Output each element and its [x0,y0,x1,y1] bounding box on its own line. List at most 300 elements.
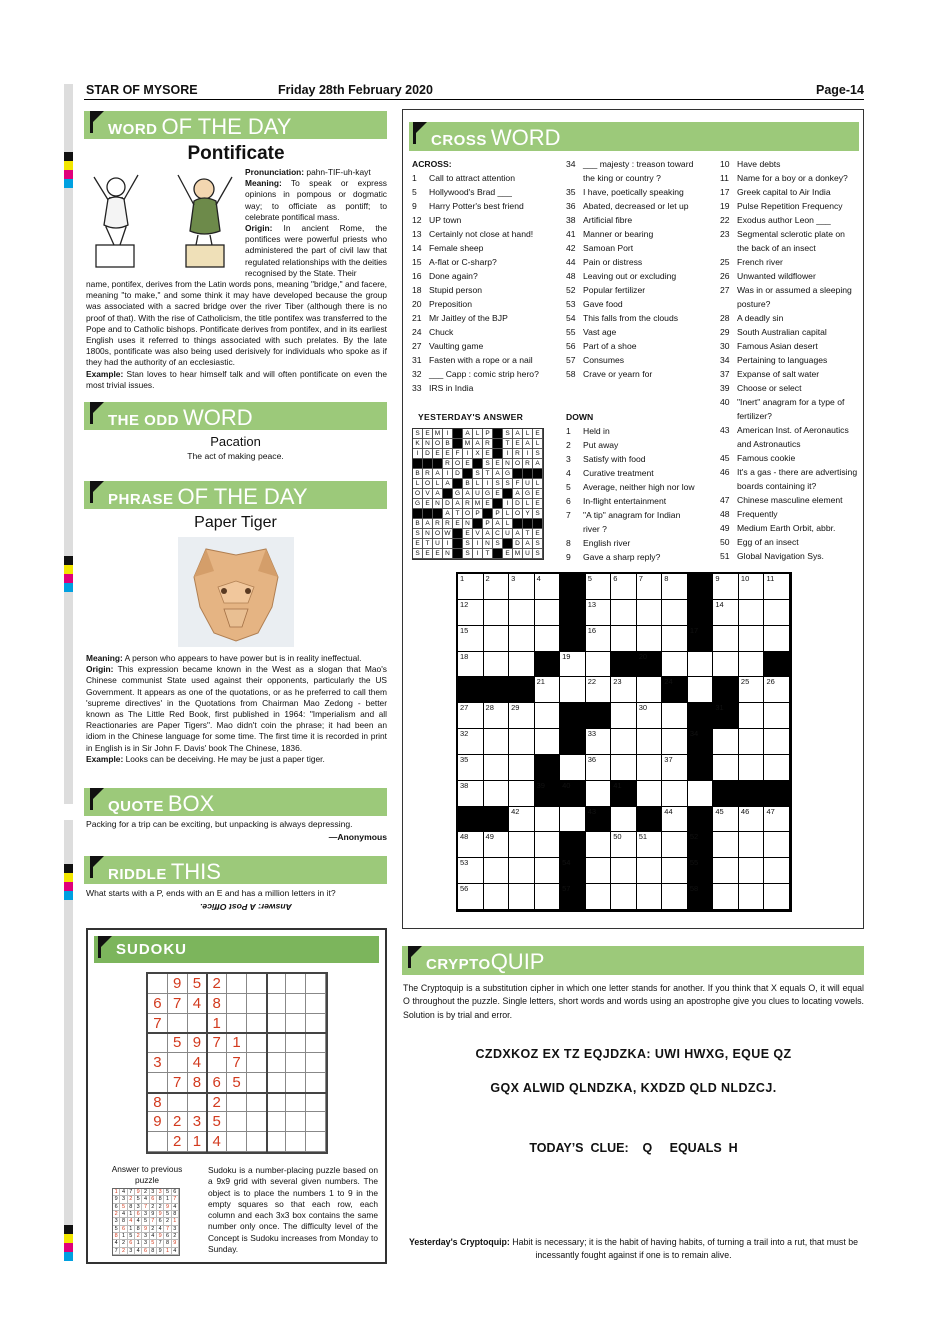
sudoku-cell[interactable]: 4 [188,994,208,1014]
clue-text: It's a gas - there are advertising [737,467,858,477]
answer-letter: S [493,539,503,549]
crossword-cell[interactable]: 8 [662,574,688,600]
clue-text: the king or country ? [583,173,661,183]
crossword-cell[interactable] [637,755,663,781]
clue-item [720,199,862,213]
crossword-cell[interactable]: 51 [637,832,663,858]
answer-letter: E [433,549,443,559]
crossword-cell[interactable] [560,677,586,703]
crossword-cell[interactable] [739,884,765,910]
riddle-answer-upside-down: Answer: A Post Office. [200,902,292,912]
crossword-cell[interactable] [662,600,688,626]
crossword-cell[interactable] [764,703,790,729]
sudoku-cell[interactable] [306,1093,326,1113]
crossword-cell[interactable] [713,652,739,678]
crossword-cell[interactable]: 18 [458,652,484,678]
origami-tiger-photo [178,537,294,647]
clue-item [566,283,716,297]
crossword-cell[interactable] [764,755,790,781]
crossword-cell[interactable]: 25 [739,677,765,703]
crossword-cell[interactable] [662,884,688,910]
crossword-cell[interactable] [535,807,561,833]
crossword-cell[interactable]: 46 [739,807,765,833]
crossword-cell[interactable] [586,858,612,884]
sudoku-cell[interactable] [148,1073,168,1093]
crossword-cell[interactable] [611,600,637,626]
crossword-cell[interactable] [739,600,765,626]
crossword-cell[interactable] [739,755,765,781]
clue-text: Greek capital to Air India [737,187,831,197]
sudoku-cell[interactable]: 9 [148,1112,168,1132]
clue-item [720,381,862,395]
crossword-cell[interactable] [509,600,535,626]
crossword-cell[interactable] [509,729,535,755]
sudoku-cell[interactable] [306,974,326,994]
sudoku-cell[interactable] [188,1014,208,1034]
sudoku-cell[interactable]: 2 [207,974,227,994]
crossword-cell[interactable] [713,884,739,910]
answer-digit: 3 [142,1233,149,1240]
crossword-cell[interactable] [535,729,561,755]
crossword-cell[interactable] [484,652,510,678]
crossword-cell[interactable] [637,884,663,910]
clue-item [566,353,716,367]
crossword-cell[interactable]: 27 [458,703,484,729]
crossword-cell[interactable]: 56 [458,884,484,910]
crossword-cell[interactable] [484,858,510,884]
origin: This expression became known in the West as a slogan that Mao's Chinese communist State used against their opponents, particularly the US Government. It appears as one of the quotations, or as he preferred to call them 'supreme directives' in the Quotations from Chairman Mao Zedong - better known as The Little Red Book, first published in 1964: "Imperialism and all Reactionaries are Paper Tigers". Mao didn't coin the phrase; it had been an idiom in the Chinese language for some time. The first time it is recorded in print in English is in Sir John F. Davis' book The Chinese, 1836. [86,664,387,753]
clue-number: 32 [412,369,422,379]
crossword-cell[interactable] [739,626,765,652]
clue-text: Call to attract attention [429,173,515,183]
crossword-cell[interactable] [586,781,612,807]
clue-number: 34 [566,159,576,169]
crossword-cell[interactable] [739,729,765,755]
crossword-cell[interactable] [509,652,535,678]
crossword-cell[interactable] [484,626,510,652]
clue-text: Was in or assumed a sleeping [737,285,852,295]
sudoku-cell[interactable] [267,1093,287,1113]
crossword-cell[interactable] [560,807,586,833]
crossword-cell[interactable] [764,858,790,884]
crossword-cell[interactable] [611,626,637,652]
answer-digit: 6 [113,1204,120,1211]
black-square [688,807,714,833]
crossword-cell[interactable] [611,884,637,910]
sudoku-cell[interactable] [286,1014,306,1034]
clue-text: Name for a boy or a donkey? [737,173,848,183]
crossword-cell[interactable] [662,781,688,807]
crossword-cell[interactable] [662,858,688,884]
answer-digit: 5 [135,1196,142,1203]
clue-number: 10 [720,159,730,169]
crossword-cell[interactable] [637,781,663,807]
crossword-cell[interactable]: 29 [509,703,535,729]
crossword-cell[interactable] [535,703,561,729]
sudoku-cell[interactable]: 1 [188,1132,208,1152]
sudoku-cell[interactable]: 8 [148,1093,168,1113]
clue-text: Artificial fibre [583,215,633,225]
clue-number: 35 [566,187,576,197]
crossword-cell[interactable] [535,600,561,626]
sudoku-cell[interactable]: 9 [168,974,188,994]
word-of-day-intro [245,167,387,279]
banner-label: CRYPTO [426,956,491,973]
sudoku-cell[interactable]: 6 [148,994,168,1014]
crossword-cell[interactable]: 33 [586,729,612,755]
answer-digit: 2 [142,1189,149,1196]
clue-number: 14 [412,243,422,253]
crossword-cell[interactable]: 45 [713,807,739,833]
sudoku-cell[interactable] [267,974,287,994]
crossword-cell[interactable]: 44 [662,807,688,833]
clue-number: 5 [566,482,571,492]
sudoku-cell[interactable] [227,1014,247,1034]
answer-digit: 2 [113,1211,120,1218]
crossword-cell[interactable]: 23 [611,677,637,703]
crossword-cell[interactable] [586,832,612,858]
crossword-cell[interactable] [637,677,663,703]
sudoku-cell[interactable] [306,1033,326,1053]
sudoku-cell[interactable]: 2 [168,1132,188,1152]
crossword-cell[interactable] [611,703,637,729]
crossword-cell[interactable] [586,652,612,678]
example: Looks can be deceiving. He may be just a paper tiger. [123,753,325,764]
clue-number: 47 [720,495,730,505]
sudoku-cell[interactable] [188,1093,208,1113]
sudoku-cell[interactable] [306,1073,326,1093]
crossword-cell[interactable] [535,832,561,858]
crossword-cell[interactable] [662,626,688,652]
clue-text: French river [737,257,783,267]
sudoku-cell[interactable]: 8 [207,994,227,1014]
crossword-cell[interactable]: 47 [764,807,790,833]
sudoku-cell[interactable]: 7 [168,994,188,1014]
sudoku-cell[interactable] [227,1093,247,1113]
answer-letter: T [523,529,533,539]
cryptoquip-line-1: CZDXKOZ EX TZ EQJDZKA: UWI HWXG, EQUE QZ [475,1047,792,1061]
crossword-cell[interactable] [662,832,688,858]
answer-letter: P [493,509,503,519]
crossword-cell[interactable] [484,884,510,910]
sudoku-cell[interactable]: 1 [207,1014,227,1034]
crossword-cell[interactable]: 15 [458,626,484,652]
crossword-cell[interactable]: 30 [637,703,663,729]
sudoku-cell[interactable] [148,974,168,994]
sudoku-cell[interactable] [247,1014,267,1034]
crossword-cell[interactable] [509,781,535,807]
crossword-cell[interactable] [611,755,637,781]
clue-number: 49 [720,523,730,533]
crossword-cell[interactable] [688,781,714,807]
answer-letter: L [533,479,543,489]
crossword-cell[interactable]: 36 [586,755,612,781]
crossword-cell[interactable] [535,884,561,910]
answer-digit: 4 [120,1189,127,1196]
sudoku-cell[interactable] [306,1053,326,1073]
sudoku-cell[interactable]: 7 [207,1033,227,1053]
sudoku-cell[interactable] [168,1014,188,1034]
sudoku-cell[interactable] [148,1132,168,1152]
crossword-cell[interactable]: 7 [637,574,663,600]
crossword-cell[interactable] [637,729,663,755]
answer-digit: 8 [172,1211,179,1218]
crossword-cell[interactable] [713,729,739,755]
clue-number: 17 [720,187,730,197]
answer-digit: 9 [135,1189,142,1196]
sudoku-cell[interactable] [286,1073,306,1093]
crossword-cell[interactable]: 35 [458,755,484,781]
crossword-cell[interactable]: 26 [764,677,790,703]
sudoku-cell[interactable] [286,1112,306,1132]
sudoku-cell[interactable]: 5 [207,1112,227,1132]
sudoku-cell[interactable] [286,1033,306,1053]
crossword-cell[interactable] [713,755,739,781]
sudoku-cell[interactable] [286,1093,306,1113]
sudoku-cell[interactable] [227,1112,247,1132]
answer-letter: E [423,429,433,439]
sudoku-cell[interactable] [247,1033,267,1053]
black-square [535,755,561,781]
crossword-cell[interactable]: 2 [484,574,510,600]
crossword-cell[interactable] [586,884,612,910]
crossword-cell[interactable]: 6 [611,574,637,600]
sudoku-cell[interactable] [306,1132,326,1152]
odd-word: Pacation [210,434,261,449]
black-square [443,489,453,499]
crossword-cell[interactable] [484,729,510,755]
crossword-cell[interactable] [764,884,790,910]
sudoku-cell[interactable] [247,1093,267,1113]
crossword-cell[interactable]: 28 [484,703,510,729]
sudoku-cell[interactable] [306,1014,326,1034]
sudoku-cell[interactable]: 8 [188,1073,208,1093]
print-mark [64,161,73,170]
clue-number: 57 [566,355,576,365]
crossword-cell[interactable] [713,858,739,884]
crossword-cell[interactable] [764,626,790,652]
crossword-cell[interactable] [739,858,765,884]
clue-text: river ? [583,524,607,534]
sudoku-cell[interactable]: 5 [227,1073,247,1093]
crossword-cell[interactable]: 50 [611,832,637,858]
sudoku-cell[interactable] [247,1132,267,1152]
clue-number: 48 [566,271,576,281]
clue-item [412,311,560,325]
crossword-cell[interactable]: 48 [458,832,484,858]
crossword-cell[interactable] [484,755,510,781]
crossword-cell[interactable] [509,755,535,781]
answer-digit: 3 [142,1240,149,1247]
crossword-cell[interactable]: 5 [586,574,612,600]
crossword-cell[interactable] [509,884,535,910]
sudoku-cell[interactable] [286,974,306,994]
sudoku-cell[interactable]: 5 [188,974,208,994]
crossword-cell[interactable] [637,626,663,652]
crossword-cell[interactable] [637,600,663,626]
crossword-cell[interactable] [509,626,535,652]
sudoku-cell[interactable] [267,1014,287,1034]
crossword-cell[interactable] [535,858,561,884]
sudoku-cell[interactable] [267,1033,287,1053]
crossword-cell[interactable] [764,729,790,755]
answer-letter: L [503,509,513,519]
crossword-cell[interactable]: 38 [458,781,484,807]
sudoku-cell[interactable] [306,1112,326,1132]
answer-digit: 7 [157,1240,164,1247]
crossword-cell[interactable] [484,781,510,807]
crossword-cell[interactable]: 42 [509,807,535,833]
sudoku-cell[interactable] [267,1112,287,1132]
crossword-cell[interactable] [535,626,561,652]
crossword-cell[interactable]: 9 [713,574,739,600]
black-square [483,509,493,519]
answer-letter: E [503,549,513,559]
sudoku-cell[interactable] [267,1053,287,1073]
crossword-cell[interactable]: 11 [764,574,790,600]
sudoku-cell[interactable] [247,994,267,1014]
crossword-cell[interactable] [662,703,688,729]
crossword-cell[interactable] [611,858,637,884]
sudoku-cell[interactable] [207,1053,227,1073]
crossword-cell[interactable] [662,729,688,755]
sudoku-cell[interactable]: 4 [188,1053,208,1073]
crossword-cell[interactable] [713,832,739,858]
clue-text: Medium Earth Orbit, abbr. [737,523,836,533]
clue-number: 44 [566,257,576,267]
clue-number: 12 [412,215,422,225]
black-square [493,429,503,439]
crossword-cell[interactable]: 16 [586,626,612,652]
crossword-cell[interactable]: 32 [458,729,484,755]
sudoku-cell[interactable] [247,1073,267,1093]
crossword-cell[interactable]: 1 [458,574,484,600]
sudoku-cell[interactable]: 3 [188,1112,208,1132]
sudoku-cell[interactable]: 1 [227,1033,247,1053]
clue-item [566,438,716,452]
sudoku-cell[interactable] [267,1073,287,1093]
answer-digit: 8 [120,1218,127,1225]
crossword-cell[interactable] [688,677,714,703]
sudoku-cell[interactable] [148,1033,168,1053]
black-square [493,449,503,459]
clue-text: Curative treatment [583,468,654,478]
sudoku-cell[interactable] [247,1112,267,1132]
crossword-cell[interactable] [739,832,765,858]
crossword-cell[interactable] [764,600,790,626]
quote-banner [84,788,387,816]
clue-text: Mr Jaitley of the BJP [429,313,508,323]
clue-text: Pulse Repetition Frequency [737,201,843,211]
clue-text: ___ majesty : treason toward [583,159,694,169]
clue-number: 1 [566,426,571,436]
banner-label: THE ODD [108,412,179,429]
answer-letter: N [483,539,493,549]
crossword-cell[interactable]: 21 [535,677,561,703]
crossword-cell[interactable]: 3 [509,574,535,600]
answer-digit: 2 [128,1196,135,1203]
crossword-cell[interactable] [637,858,663,884]
clue-item [720,395,862,409]
crossword-cell[interactable] [560,755,586,781]
banner-label-big: OF THE DAY [161,114,292,139]
sudoku-cell[interactable]: 2 [168,1112,188,1132]
answer-letter: M [513,549,523,559]
sudoku-cell[interactable]: 5 [168,1033,188,1053]
crossword-grid[interactable] [456,572,792,912]
crossword-cell[interactable]: 10 [739,574,765,600]
crossword-cell[interactable]: 12 [458,600,484,626]
crossword-cell[interactable] [662,652,688,678]
crossword-cell[interactable] [509,832,535,858]
sudoku-cell[interactable] [168,1093,188,1113]
answer-letter: T [453,509,463,519]
crossword-cell[interactable] [764,832,790,858]
crossword-cell[interactable] [713,626,739,652]
crossword-cell[interactable] [611,729,637,755]
sudoku-cell[interactable] [227,994,247,1014]
sudoku-cell[interactable] [267,994,287,1014]
clue-number: 52 [566,285,576,295]
sudoku-cell[interactable] [306,994,326,1014]
answer-digit: 6 [135,1211,142,1218]
sudoku-cell[interactable]: 2 [207,1093,227,1113]
sudoku-cell[interactable]: 6 [207,1073,227,1093]
answer-digit: 9 [157,1211,164,1218]
sudoku-grid[interactable] [146,972,328,1154]
crossword-cell[interactable]: 19 [560,652,586,678]
crossword-cell[interactable]: 13 [586,600,612,626]
banner-label-big: QUIP [490,949,545,974]
answer-digit: 1 [120,1233,127,1240]
sudoku-cell[interactable] [168,1053,188,1073]
crossword-cell[interactable]: 49 [484,832,510,858]
sudoku-cell[interactable] [227,974,247,994]
black-square [523,469,533,479]
answer-letter: L [523,429,533,439]
sudoku-cell[interactable] [286,994,306,1014]
cryptoquip-line-2: GQX ALWID QLNDZKA, KXDZD QLD NLDZCJ. [490,1081,777,1095]
crossword-cell[interactable] [484,600,510,626]
sudoku-cell[interactable]: 4 [207,1132,227,1152]
crossword-cell[interactable]: 37 [662,755,688,781]
clue-text: Segmental sclerotic plate on [737,229,845,239]
sudoku-cell[interactable] [247,974,267,994]
sudoku-cell[interactable]: 9 [188,1033,208,1053]
sudoku-cell[interactable]: 7 [227,1053,247,1073]
crossword-cell[interactable]: 4 [535,574,561,600]
sudoku-cell[interactable] [267,1132,287,1152]
crossword-cell[interactable] [509,858,535,884]
sudoku-cell[interactable] [286,1053,306,1073]
clue-text: IRS in India [429,383,474,393]
crossword-cell[interactable] [739,703,765,729]
crossword-cell[interactable]: 22 [586,677,612,703]
answer-letter: D [513,499,523,509]
crossword-cell[interactable] [688,652,714,678]
sudoku-cell[interactable] [286,1132,306,1152]
crossword-cell[interactable]: 53 [458,858,484,884]
crossword-cell[interactable]: 14 [713,600,739,626]
sudoku-cell[interactable] [227,1132,247,1152]
crossword-cell[interactable] [739,652,765,678]
sudoku-cell[interactable]: 7 [148,1014,168,1034]
sudoku-cell[interactable]: 7 [168,1073,188,1093]
sudoku-cell[interactable]: 3 [148,1053,168,1073]
sudoku-cell[interactable] [247,1053,267,1073]
clue-number: 42 [566,243,576,253]
crossword-cell[interactable] [611,807,637,833]
